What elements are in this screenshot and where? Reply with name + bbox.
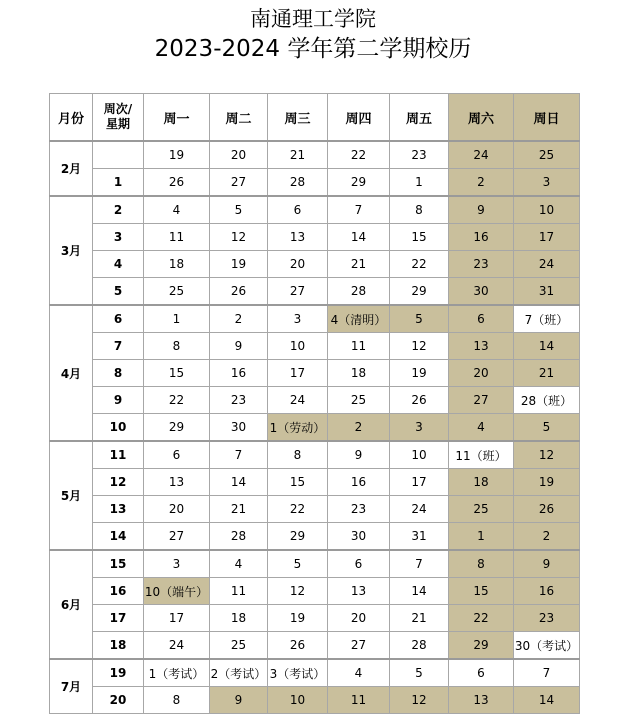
week-row: [50, 523, 580, 551]
header-month: 月份: [50, 94, 93, 142]
day-cell-fri: 12: [390, 687, 449, 714]
day-cell-fri: 7: [390, 550, 449, 578]
day-cell-wed: 15: [268, 469, 328, 496]
day-cell-tue: 14: [210, 469, 268, 496]
day-cell-sat: 30: [449, 278, 514, 306]
week-row: [50, 469, 580, 496]
header-tue: 周二: [210, 94, 268, 142]
day-cell-sun: 24: [514, 251, 580, 278]
day-cell-mon: 19: [144, 141, 210, 169]
week-row: [50, 224, 580, 251]
day-cell-thu: 22: [328, 141, 390, 169]
day-cell-fri: 5: [390, 659, 449, 687]
header-fri: 周五: [390, 94, 449, 142]
week-row: [50, 141, 580, 169]
day-cell-fri: 10: [390, 441, 449, 469]
week-row: [50, 196, 580, 224]
week-row: [50, 278, 580, 306]
header-mon: 周一: [144, 94, 210, 142]
day-cell-fri: 1: [390, 169, 449, 197]
day-cell-sat: 18: [449, 469, 514, 496]
day-cell-wed: 21: [268, 141, 328, 169]
week-number-cell: 3: [93, 224, 144, 251]
month-cell: 4月: [50, 305, 93, 441]
day-cell-sat: 15: [449, 578, 514, 605]
day-cell-wed: 17: [268, 360, 328, 387]
week-number-cell: 8: [93, 360, 144, 387]
day-cell-wed: 3: [268, 305, 328, 333]
header-row: [50, 94, 580, 142]
day-cell-mon: 4: [144, 196, 210, 224]
day-cell-sat: 20: [449, 360, 514, 387]
day-cell-sun: 12: [514, 441, 580, 469]
day-cell-thu: 29: [328, 169, 390, 197]
week-number-cell: 9: [93, 387, 144, 414]
day-cell-thu: 11: [328, 687, 390, 714]
day-cell-sat: 6: [449, 305, 514, 333]
day-cell-tue: 7: [210, 441, 268, 469]
day-cell-fri: 22: [390, 251, 449, 278]
day-cell-sun: 14: [514, 687, 580, 714]
day-cell-mon: 17: [144, 605, 210, 632]
day-cell-sun: 16: [514, 578, 580, 605]
day-cell-sat: 23: [449, 251, 514, 278]
week-number-cell: 20: [93, 687, 144, 714]
day-cell-thu: 16: [328, 469, 390, 496]
week-row: [50, 632, 580, 660]
day-cell-wed: 20: [268, 251, 328, 278]
day-cell-fri: 3: [390, 414, 449, 442]
day-cell-sun: 25: [514, 141, 580, 169]
day-cell-tue: 12: [210, 224, 268, 251]
day-cell-fri: 21: [390, 605, 449, 632]
day-cell-wed: 28: [268, 169, 328, 197]
day-cell-tue: 11: [210, 578, 268, 605]
week-number-cell: 16: [93, 578, 144, 605]
day-cell-fri: 24: [390, 496, 449, 523]
week-row: [50, 550, 580, 578]
week-row: [50, 605, 580, 632]
page-title: 南通理工学院: [250, 7, 376, 31]
day-cell-mon: 18: [144, 251, 210, 278]
week-row: [50, 687, 580, 714]
week-row: [50, 169, 580, 197]
day-cell-thu: 7: [328, 196, 390, 224]
week-number-cell: 10: [93, 414, 144, 442]
day-cell-tue: 18: [210, 605, 268, 632]
day-cell-sun: 28（班）: [514, 387, 580, 414]
day-cell-sun: 26: [514, 496, 580, 523]
day-cell-mon: 8: [144, 333, 210, 360]
day-cell-fri: 29: [390, 278, 449, 306]
week-number-cell: 17: [93, 605, 144, 632]
week-row: [50, 441, 580, 469]
week-row: [50, 659, 580, 687]
day-cell-wed: 24: [268, 387, 328, 414]
week-number-cell: 11: [93, 441, 144, 469]
day-cell-tue: 23: [210, 387, 268, 414]
day-cell-wed: 1（劳动）: [268, 414, 328, 442]
month-cell: 6月: [50, 550, 93, 659]
calendar-body: [50, 141, 580, 714]
day-cell-wed: 13: [268, 224, 328, 251]
day-cell-sun: 7（班）: [514, 305, 580, 333]
day-cell-sun: 23: [514, 605, 580, 632]
day-cell-sun: 31: [514, 278, 580, 306]
day-cell-mon: 1: [144, 305, 210, 333]
day-cell-thu: 18: [328, 360, 390, 387]
day-cell-tue: 26: [210, 278, 268, 306]
day-cell-wed: 29: [268, 523, 328, 551]
header-week: [93, 94, 144, 142]
day-cell-tue: 30: [210, 414, 268, 442]
day-cell-thu: 6: [328, 550, 390, 578]
day-cell-sat: 29: [449, 632, 514, 660]
day-cell-wed: 10: [268, 333, 328, 360]
day-cell-wed: 22: [268, 496, 328, 523]
day-cell-sat: 4: [449, 414, 514, 442]
day-cell-fri: 5: [390, 305, 449, 333]
week-number-cell: 14: [93, 523, 144, 551]
day-cell-tue: 27: [210, 169, 268, 197]
day-cell-thu: 14: [328, 224, 390, 251]
day-cell-wed: 26: [268, 632, 328, 660]
week-row: [50, 305, 580, 333]
day-cell-sat: 22: [449, 605, 514, 632]
week-row: [50, 496, 580, 523]
day-cell-tue: 21: [210, 496, 268, 523]
page-subtitle: 2023-2024 学年第二学期校历: [154, 36, 472, 62]
day-cell-sun: 30（考试）: [514, 632, 580, 660]
day-cell-fri: 31: [390, 523, 449, 551]
day-cell-tue: 9: [210, 687, 268, 714]
header-sun: 周日: [514, 94, 580, 142]
day-cell-sat: 16: [449, 224, 514, 251]
day-cell-fri: 28: [390, 632, 449, 660]
day-cell-fri: 15: [390, 224, 449, 251]
day-cell-tue: 28: [210, 523, 268, 551]
day-cell-sun: 21: [514, 360, 580, 387]
day-cell-sat: 24: [449, 141, 514, 169]
day-cell-wed: 3（考试）: [268, 659, 328, 687]
day-cell-sun: 3: [514, 169, 580, 197]
day-cell-thu: 30: [328, 523, 390, 551]
day-cell-tue: 2: [210, 305, 268, 333]
day-cell-fri: 23: [390, 141, 449, 169]
day-cell-sun: 5: [514, 414, 580, 442]
day-cell-fri: 14: [390, 578, 449, 605]
day-cell-sun: 10: [514, 196, 580, 224]
month-cell: 5月: [50, 441, 93, 550]
day-cell-mon: 8: [144, 687, 210, 714]
day-cell-fri: 19: [390, 360, 449, 387]
week-number-cell: 1: [93, 169, 144, 197]
month-cell: 3月: [50, 196, 93, 305]
day-cell-tue: 19: [210, 251, 268, 278]
week-number-cell: 12: [93, 469, 144, 496]
day-cell-thu: 13: [328, 578, 390, 605]
calendar-table: [49, 93, 580, 714]
day-cell-sat: 6: [449, 659, 514, 687]
day-cell-thu: 4（清明）: [328, 305, 390, 333]
day-cell-thu: 9: [328, 441, 390, 469]
day-cell-thu: 21: [328, 251, 390, 278]
day-cell-fri: 12: [390, 333, 449, 360]
week-number-cell: 15: [93, 550, 144, 578]
day-cell-sun: 14: [514, 333, 580, 360]
day-cell-mon: 20: [144, 496, 210, 523]
week-number-cell: 2: [93, 196, 144, 224]
day-cell-sun: 19: [514, 469, 580, 496]
day-cell-wed: 12: [268, 578, 328, 605]
week-number-cell: 6: [93, 305, 144, 333]
day-cell-sat: 9: [449, 196, 514, 224]
day-cell-thu: 27: [328, 632, 390, 660]
day-cell-fri: 17: [390, 469, 449, 496]
day-cell-tue: 2（考试）: [210, 659, 268, 687]
day-cell-thu: 23: [328, 496, 390, 523]
week-row: [50, 578, 580, 605]
day-cell-sat: 25: [449, 496, 514, 523]
day-cell-tue: 9: [210, 333, 268, 360]
day-cell-tue: 5: [210, 196, 268, 224]
day-cell-fri: 8: [390, 196, 449, 224]
header-wed: 周三: [268, 94, 328, 142]
day-cell-mon: 27: [144, 523, 210, 551]
day-cell-mon: 25: [144, 278, 210, 306]
day-cell-thu: 11: [328, 333, 390, 360]
day-cell-sat: 8: [449, 550, 514, 578]
week-number-cell: 7: [93, 333, 144, 360]
week-row: [50, 387, 580, 414]
day-cell-mon: 1（考试）: [144, 659, 210, 687]
day-cell-sun: 7: [514, 659, 580, 687]
day-cell-tue: 16: [210, 360, 268, 387]
day-cell-sat: 13: [449, 687, 514, 714]
day-cell-mon: 3: [144, 550, 210, 578]
day-cell-wed: 19: [268, 605, 328, 632]
week-number-cell: 4: [93, 251, 144, 278]
week-number-cell: 18: [93, 632, 144, 660]
month-cell: 7月: [50, 659, 93, 714]
week-number-cell: 13: [93, 496, 144, 523]
day-cell-mon: 22: [144, 387, 210, 414]
header-thu: 周四: [328, 94, 390, 142]
day-cell-mon: 29: [144, 414, 210, 442]
week-row: [50, 360, 580, 387]
day-cell-mon: 26: [144, 169, 210, 197]
day-cell-sat: 27: [449, 387, 514, 414]
day-cell-tue: 20: [210, 141, 268, 169]
day-cell-sat: 11（班）: [449, 441, 514, 469]
week-number-cell: 5: [93, 278, 144, 306]
day-cell-thu: 25: [328, 387, 390, 414]
day-cell-sat: 13: [449, 333, 514, 360]
week-number-cell: 19: [93, 659, 144, 687]
day-cell-sun: 2: [514, 523, 580, 551]
header-week-line1: 周次/: [103, 102, 133, 116]
day-cell-mon: 11: [144, 224, 210, 251]
day-cell-tue: 25: [210, 632, 268, 660]
day-cell-wed: 8: [268, 441, 328, 469]
day-cell-wed: 27: [268, 278, 328, 306]
day-cell-wed: 10: [268, 687, 328, 714]
day-cell-thu: 20: [328, 605, 390, 632]
day-cell-thu: 4: [328, 659, 390, 687]
week-row: [50, 414, 580, 442]
header-week-line2: 星期: [105, 117, 130, 131]
day-cell-thu: 28: [328, 278, 390, 306]
day-cell-mon: 6: [144, 441, 210, 469]
month-cell: 2月: [50, 141, 93, 196]
day-cell-wed: 6: [268, 196, 328, 224]
day-cell-sat: 2: [449, 169, 514, 197]
week-row: [50, 333, 580, 360]
day-cell-thu: 2: [328, 414, 390, 442]
day-cell-wed: 5: [268, 550, 328, 578]
day-cell-sat: 1: [449, 523, 514, 551]
day-cell-sun: 17: [514, 224, 580, 251]
week-number-cell: [93, 141, 144, 169]
week-row: [50, 251, 580, 278]
header-sat: 周六: [449, 94, 514, 142]
day-cell-mon: 15: [144, 360, 210, 387]
day-cell-mon: 10（端午）: [144, 578, 210, 605]
day-cell-tue: 4: [210, 550, 268, 578]
day-cell-fri: 26: [390, 387, 449, 414]
day-cell-sun: 9: [514, 550, 580, 578]
day-cell-mon: 13: [144, 469, 210, 496]
day-cell-mon: 24: [144, 632, 210, 660]
